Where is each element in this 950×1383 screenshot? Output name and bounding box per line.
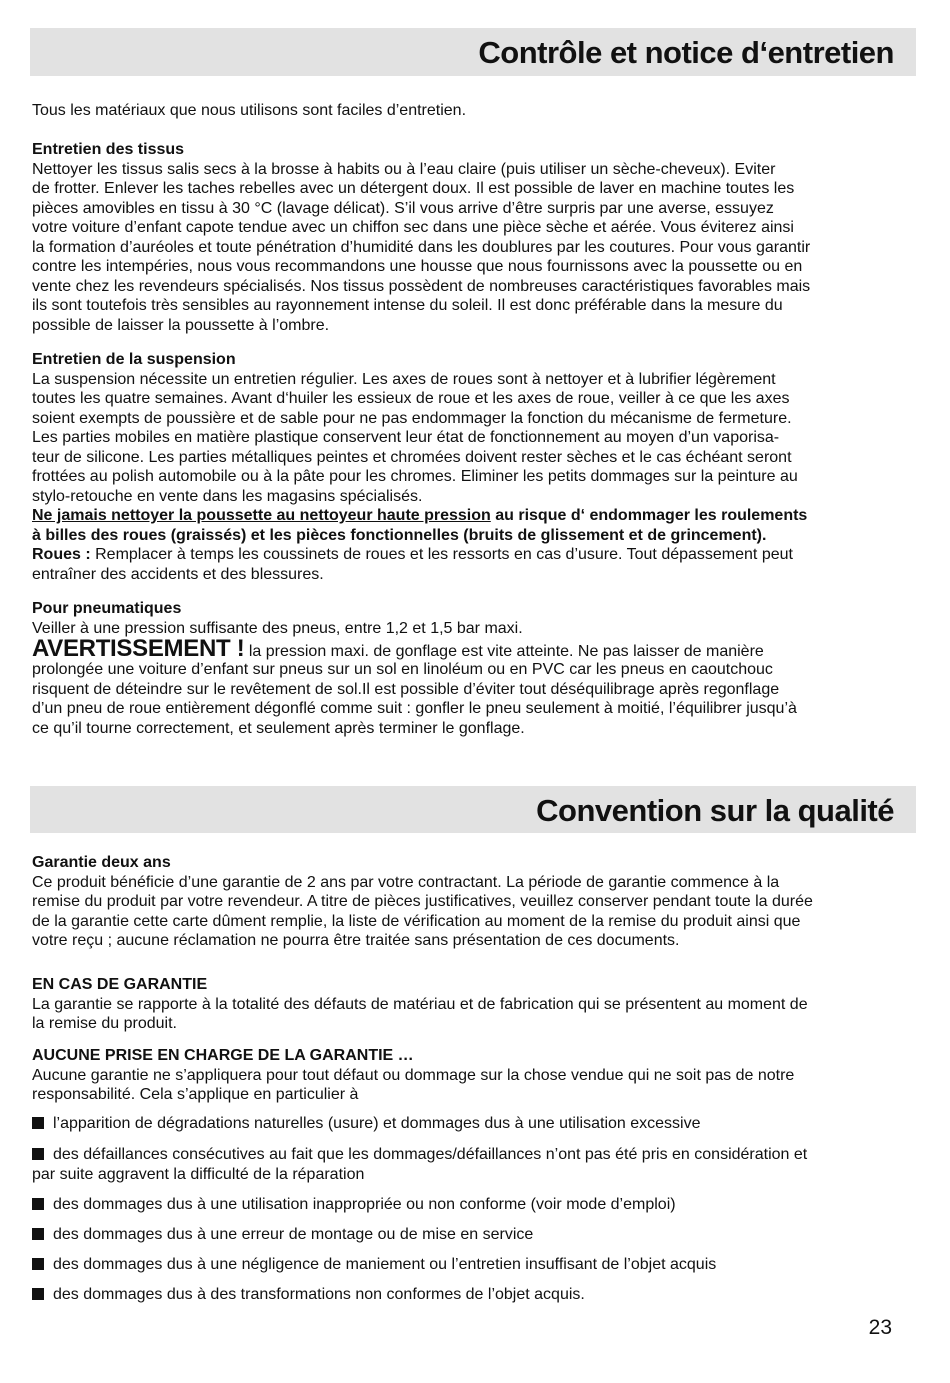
square-bullet-icon [32, 1228, 44, 1240]
pneumatiques-paragraph [32, 660, 902, 738]
en-cas-paragraph [32, 995, 902, 1034]
list-item-line [32, 1114, 912, 1134]
en-cas-heading: EN CAS DE GARANTIE [32, 976, 208, 993]
pressure-warning-line2: à billes des roues (graissés) et les pièces fonctionnelles (bruits de glissement et de grincement). [32, 526, 767, 544]
text-line: Nettoyer les tissus salis secs à la brosse à habits ou à l’eau claire (puis utiliser un sèche-cheveux). Eviter [32, 160, 776, 178]
list-item-text: des dommages dus à une erreur de montage ou de mise en service [53, 1226, 534, 1243]
avertissement-line [32, 635, 902, 662]
list-item-text: par suite aggravent la difficulté de la réparation [32, 1165, 365, 1183]
pressure-warning-underlined: Ne jamais nettoyer la poussette au nettoyeur haute pression [32, 507, 491, 524]
garantie-section [32, 853, 902, 951]
text-line: frottées au polish automobile ou à la pâte pour les chromes. Eliminer les petits dommages sur la peinture au [32, 468, 798, 485]
square-bullet-icon [32, 1117, 44, 1129]
avertissement-text: la pression maxi. de gonflage est vite atteinte. Ne pas laisser de manière [244, 643, 764, 660]
square-bullet-icon [32, 1198, 44, 1210]
list-item [32, 1145, 912, 1184]
text-line: contre les intempéries, nous vous recommandons une housse que nous fournissons avec la poussette ou en [32, 258, 803, 275]
list-item [32, 1255, 912, 1275]
list-item-text: l’apparition de dégradations naturelles (usure) et dommages dus à une utilisation excessive [53, 1115, 701, 1132]
list-item-line [32, 1285, 912, 1305]
text-line: ce qu’il tourne correctement, et seulement après terminer le gonflage. [32, 719, 525, 737]
section-title: Convention sur la qualité [536, 793, 894, 828]
text-line: risquent de déteindre sur le revêtement de sol.Il est possible d’éviter tout déséquilibrage après regonflage [32, 680, 780, 698]
text-line: prolongée une voiture d’enfant sur pneus sur un sol en linoléum ou en PVC car les pneus en caoutchouc [32, 661, 773, 678]
square-bullet-icon [32, 1148, 44, 1160]
text-line: toutes les quatre semaines. Avant d‘huiler les essieux de roue et les axes de roue, veiller à ce que les axes [32, 390, 790, 407]
garantie-heading: Garantie deux ans [32, 854, 171, 871]
pneumatiques-heading: Pour pneumatiques [32, 600, 182, 617]
section-header-qualite [30, 786, 916, 833]
roues-label: Roues : [32, 546, 91, 563]
list-item-line [32, 1255, 912, 1275]
roues-line [32, 545, 902, 565]
square-bullet-icon [32, 1288, 44, 1300]
intro-text: Tous les matériaux que nous utilisons sont faciles d’entretien. [32, 102, 467, 119]
text-line: votre voiture d’enfant capote tendue avec un chiffon sec dans une pièce sèche et aérée. Vous éviterez ainsi [32, 219, 794, 236]
list-item-text: des dommages dus à une utilisation inappropriée ou non conforme (voir mode d’emploi) [53, 1196, 676, 1213]
text-line: votre reçu ; aucune réclamation ne pourra être traitée sans présentation de ces documents. [32, 932, 680, 949]
tissus-paragraph [32, 160, 902, 336]
intro-paragraph [32, 101, 902, 121]
pressure-warning-line [32, 506, 902, 526]
pressure-warning-rest: au risque d‘ endommager les roulements [490, 507, 808, 524]
list-item-line [32, 1195, 912, 1215]
avertissement-label: AVERTISSEMENT ! [32, 635, 245, 662]
suspension-heading: Entretien de la suspension [32, 351, 236, 368]
text-line: Les parties mobiles en matière plastique conservent leur état de fonctionnement au moyen d’un vaporisa- [32, 429, 780, 446]
pneumatiques-text: Veiller à une pression suffisante des pneus, entre 1,2 et 1,5 bar maxi. [32, 619, 523, 637]
square-bullet-icon [32, 1258, 44, 1270]
text-line: ils sont toutefois très sensibles au rayonnement intense du soleil. Il est donc préférable dans la mesure du [32, 297, 783, 314]
text-line: soient exempts de poussière et de sable pour ne pas endommager la fonction du mécanisme de fermeture. [32, 409, 792, 427]
text-line: Ce produit bénéficie d’une garantie de 2 ans par votre contractant. La période de garantie commence à la [32, 873, 780, 891]
text-line: remise du produit par votre revendeur. A titre de pièces justificatives, veuillez conserver pendant toute la durée [32, 893, 813, 910]
page-number: 23 [868, 1316, 892, 1339]
text-line: stylo-retouche en vente dans les magasins spécialisés. [32, 487, 423, 505]
garantie-paragraph [32, 873, 902, 951]
list-item [32, 1114, 912, 1134]
list-item-line [32, 1145, 912, 1165]
section-title: Contrôle et notice d‘entretien [478, 35, 894, 70]
aucune-paragraph [32, 1066, 902, 1105]
text-line: La suspension nécessite un entretien régulier. Les axes de roues sont à nettoyer et à lubrifier légèrement [32, 370, 776, 388]
text-line: d’un pneu de roue entièrement dégonflé comme suit : gonfler le pneu seulement à moitié, l’équilibrer jusqu’à [32, 700, 797, 717]
text-line: responsabilité. Cela s’applique en particulier à [32, 1086, 359, 1103]
text-line: Aucune garantie ne s’appliquera pour tout défaut ou dommage sur la chose vendue qui ne soit pas de notre [32, 1066, 795, 1084]
suspension-section [32, 350, 902, 584]
en-cas-section [32, 975, 902, 1034]
list-item [32, 1195, 912, 1215]
list-item [32, 1285, 912, 1305]
list-item-text: des dommages dus à des transformations non conformes de l’objet acquis. [53, 1286, 585, 1303]
list-item [32, 1225, 912, 1245]
list-item-text: des dommages dus à une négligence de maniement ou l’entretien insuffisant de l’objet acquis [53, 1256, 717, 1273]
text-line: de la garantie cette carte dûment remplie, la liste de vérification au moment de la remise du produit ainsi que [32, 912, 801, 930]
text-line: possible de laisser la poussette à l’ombre. [32, 316, 330, 334]
text-line: pièces amovibles en tissu à 30 °C (lavage délicat). S’il vous arrive d’être surpris par une averse, essuyez [32, 199, 774, 217]
text-line: vente chez les revendeurs spécialisés. Nos tissus possèdent de nombreuses caractéristiques favorables mais [32, 277, 811, 295]
text-line: de frotter. Enlever les taches rebelles avec un détergent doux. Il est possible de laver en machine toutes les [32, 180, 795, 197]
list-item-line [32, 1225, 912, 1245]
tissus-section [32, 140, 902, 335]
suspension-paragraph [32, 370, 902, 507]
tissus-heading: Entretien des tissus [32, 141, 185, 158]
roues-text: Remplacer à temps les coussinets de roues et les ressorts en cas d’usure. Tout dépassement peut [90, 546, 793, 563]
list-item-text: des défaillances consécutives au fait que les dommages/défaillances n’ont pas été pris en considération et [53, 1146, 808, 1163]
aucune-section [32, 1046, 902, 1105]
section-header-entretien [30, 28, 916, 76]
text-line: la remise du produit. [32, 1015, 177, 1032]
roues-line2: entraîner des accidents et des blessures. [32, 565, 324, 583]
aucune-heading: AUCUNE PRISE EN CHARGE DE LA GARANTIE … [32, 1047, 414, 1064]
text-line: teur de silicone. Les parties métalliques peintes et chromées doivent rester sèches et le cas échéant seront [32, 448, 792, 466]
text-line: La garantie se rapporte à la totalité des défauts de matériau et de fabrication qui se présentent au moment de [32, 995, 808, 1013]
pneumatiques-section [32, 599, 902, 738]
text-line: la formation d’auréoles et toute pénétration d’humidité dans les doublures par les coutures. Pour vous garantir [32, 238, 811, 256]
